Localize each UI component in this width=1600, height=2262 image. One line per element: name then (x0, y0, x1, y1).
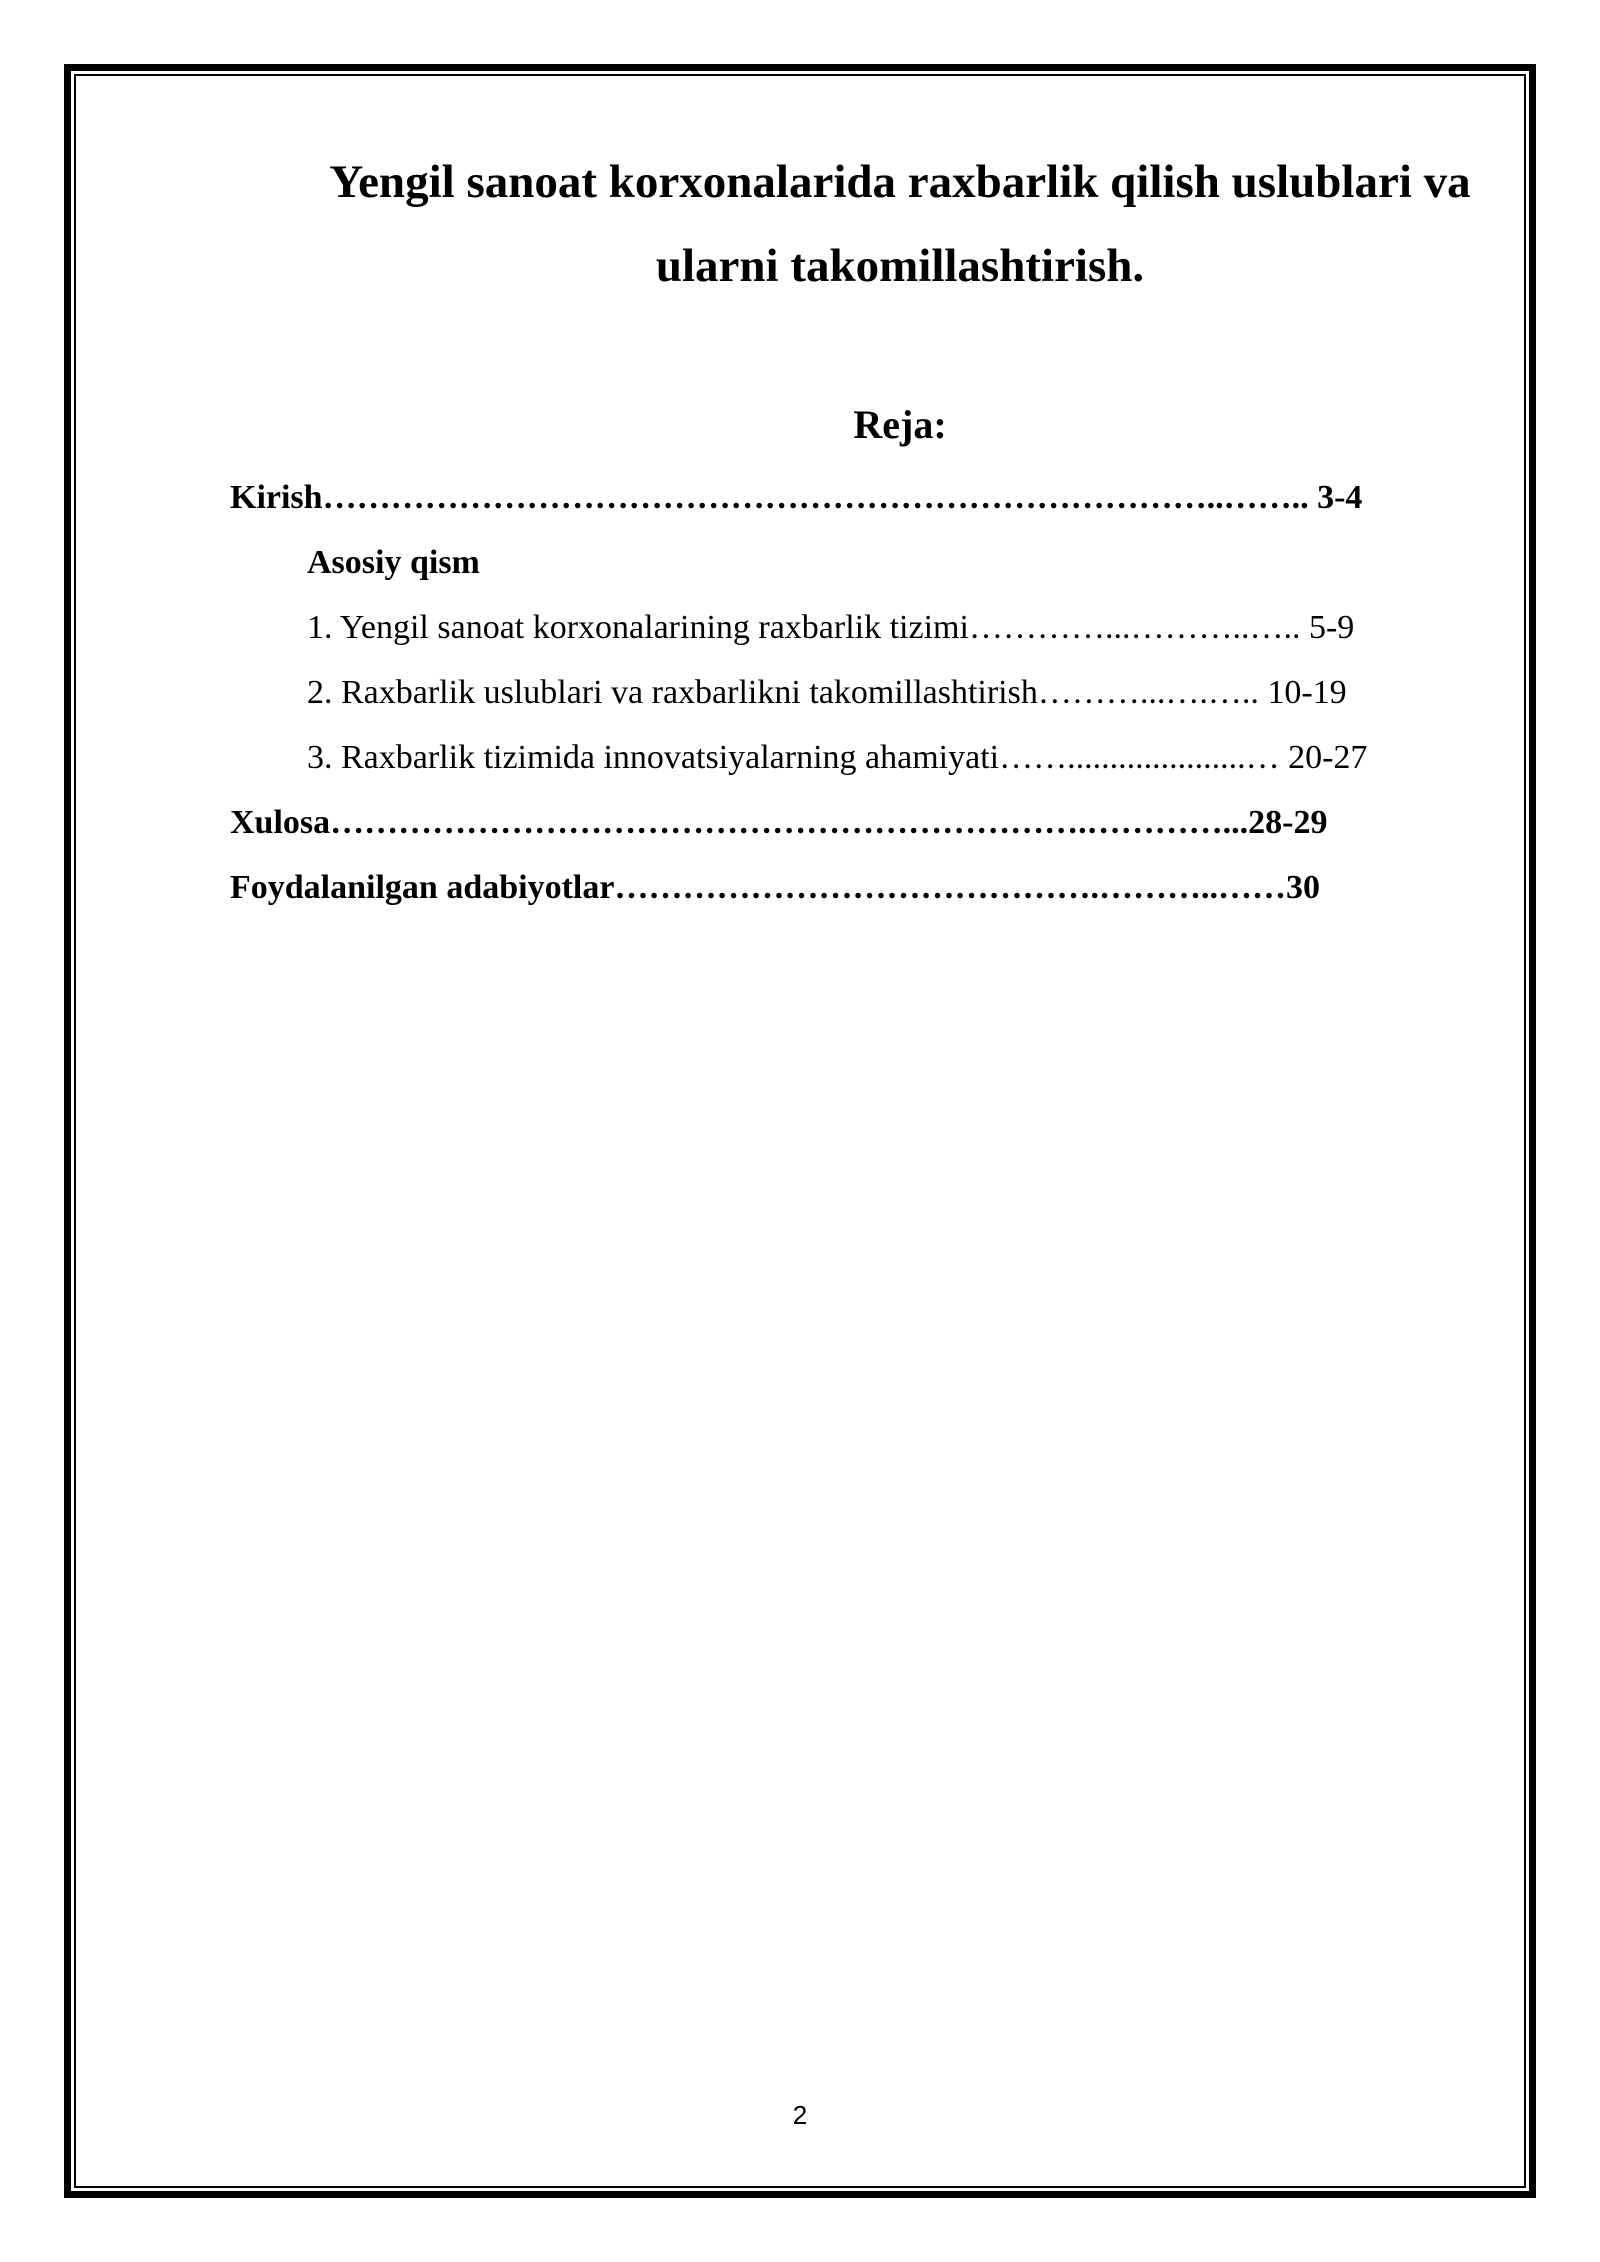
toc-item-3: 3. Raxbarlik tizimida innovatsiyalarning ahamiyati…….....................… 20-27 (307, 739, 1368, 776)
title-line-2: ularni takomillashtirish. (655, 240, 1145, 292)
toc-item-1: 1. Yengil sanoat korxonalarining raxbarlik tizimi…………...………..….. 5-9 (307, 609, 1355, 646)
toc-conclusion: Xulosa………………………………………………………….…………...28-29 (230, 804, 1328, 841)
page-border-inner (74, 74, 1526, 2188)
table-of-contents (230, 465, 1490, 920)
toc-intro: Kirish……………………………………………………………………..…….. 3-4 (230, 479, 1363, 516)
page-content (230, 140, 1490, 906)
document-title (270, 140, 1530, 308)
toc-item-2: 2. Raxbarlik uslublari va raxbarlikni takomillashtirish………...….….. 10-19 (307, 674, 1347, 711)
page-number: 2 (792, 2100, 808, 2130)
title-line-1: Yengil sanoat korxonalarida raxbarlik qilish uslublari va (329, 156, 1471, 208)
plan-heading: Reja: (853, 402, 947, 447)
toc-main-part-label: Asosiy qism (307, 544, 480, 581)
toc-references: Foydalanilgan adabiyotlar…………………………………….………..……30 (230, 869, 1320, 906)
